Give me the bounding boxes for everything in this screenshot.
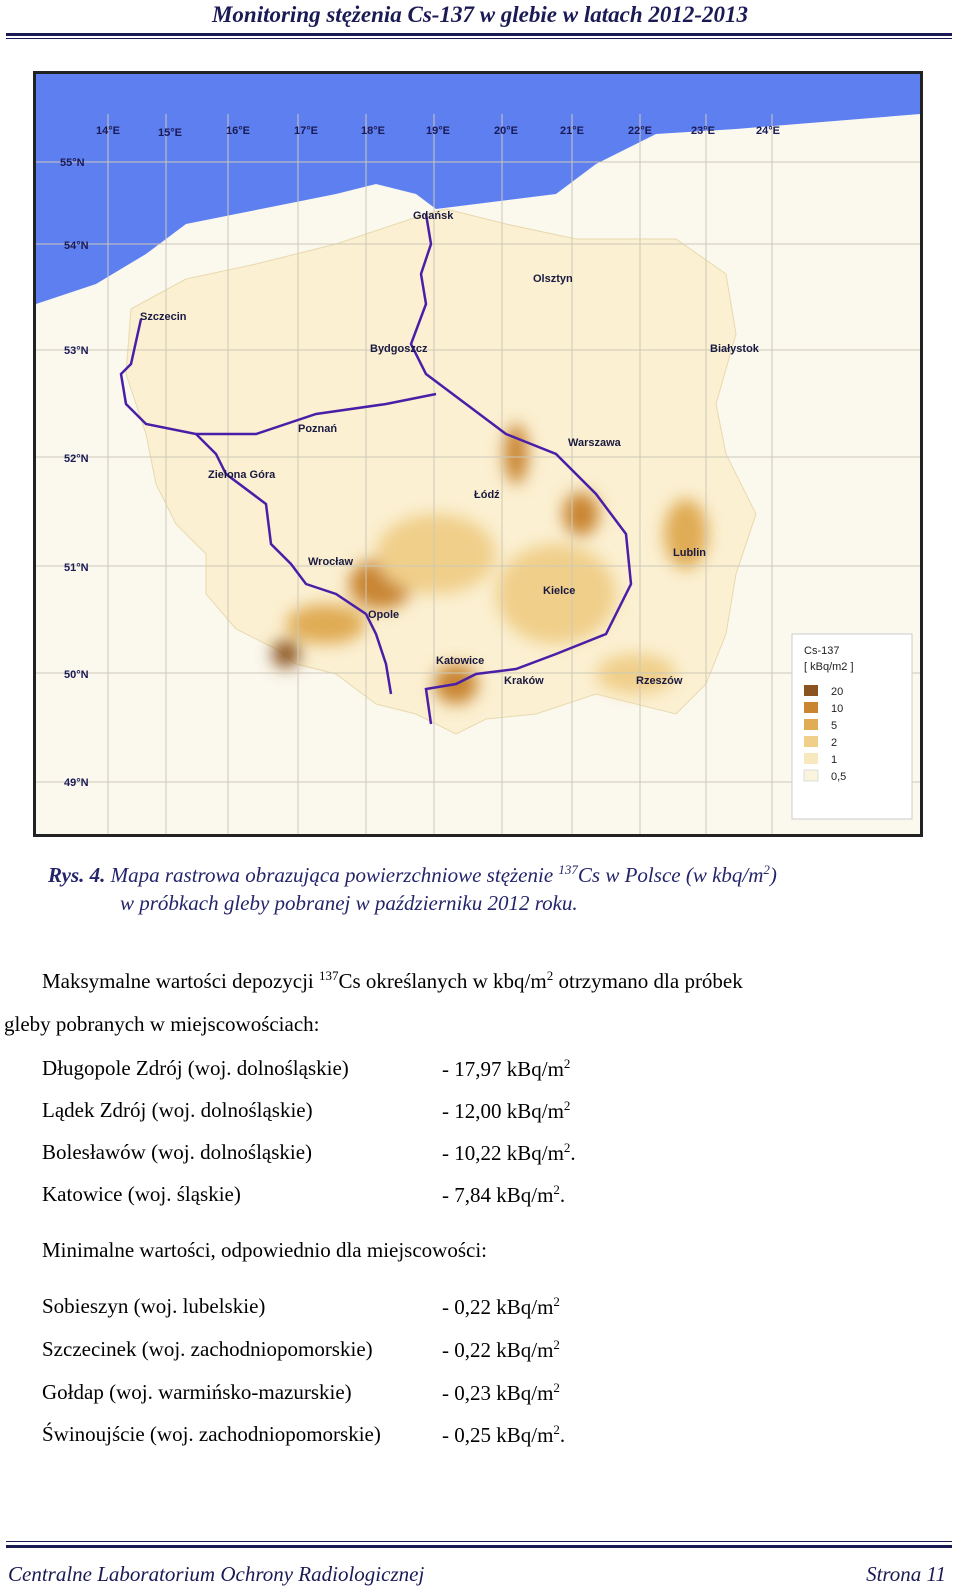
intro-line2: gleby pobranych w miejscowościach: [4,1012,320,1036]
svg-text:17°E: 17°E [294,125,318,137]
city-katowice: Katowice [436,655,485,667]
svg-text:55°N: 55°N [60,157,85,169]
svg-text:24°E: 24°E [756,125,780,137]
city-olsztyn: Olsztyn [533,273,573,285]
city-wroclaw: Wrocław [308,556,354,568]
svg-text:15°E: 15°E [158,127,182,139]
page-header-title: Monitoring stężenia Cs-137 w glebie w latach 2012-2013 [211,2,749,27]
svg-text:53°N: 53°N [64,345,89,357]
svg-text:[ kBq/m2 ]: [ kBq/m2 ] [804,661,854,673]
city-krakow: Kraków [504,675,544,687]
min-intro: Minimalne wartości, odpowiednio dla miejscowości: [42,1238,487,1262]
svg-text:49°N: 49°N [64,777,89,789]
city-bydgoszcz: Bydgoszcz [370,343,428,355]
city-szczecin: Szczecin [140,311,187,323]
city-zielona-gora: Zielona Góra [208,469,276,481]
footer-institution: Centralne Laboratorium Ochrony Radiologicznej [8,1562,425,1586]
svg-text:22°E: 22°E [628,125,652,137]
svg-text:16°E: 16°E [226,125,250,137]
city-warszawa: Warszawa [568,437,621,449]
city-lodz: Łódź [474,489,500,501]
svg-text:1: 1 [831,754,838,766]
city-kielce: Kielce [543,585,576,597]
cs137-map [33,71,923,837]
footer-rule-thin [6,1541,952,1542]
city-gdansk: Gdańsk [413,210,454,222]
svg-text:21°E: 21°E [560,125,584,137]
city-poznan: Poznań [298,423,338,435]
svg-text:10: 10 [831,703,844,715]
header-rule-thin [6,38,952,39]
map-legend [792,634,912,819]
svg-text:2: 2 [831,737,838,749]
svg-text:20°E: 20°E [494,125,518,137]
footer-page-number: Strona 11 [866,1562,946,1586]
svg-text:Cs-137: Cs-137 [804,645,840,657]
svg-text:18°E: 18°E [361,125,385,137]
svg-text:52°N: 52°N [64,453,89,465]
svg-text:50°N: 50°N [64,669,89,681]
svg-text:23°E: 23°E [691,125,715,137]
svg-text:51°N: 51°N [64,562,89,574]
city-rzeszow: Rzeszów [636,675,683,687]
svg-text:14°E: 14°E [96,125,120,137]
city-bialystok: Białystok [710,343,759,355]
header-rule [6,33,952,36]
svg-text:54°N: 54°N [64,240,89,252]
city-opole: Opole [368,609,400,621]
svg-text:20: 20 [831,686,844,698]
caption-label: Rys. 4. [48,863,106,887]
intro-line1: Maksymalne wartości depozycji $^{137}$Cs określanych w kbq/$m^2$ otrzymano dla próbek [42,968,743,993]
svg-text:0,5: 0,5 [831,771,847,783]
figure-caption: Rys. 4. Mapa rastrowa obrazująca powierzchniowe stężenie $^{137}$Cs w Polsce (w kbq/$m^2$) w próbkach gleby pobranej w październiku 2012 roku. [48,862,777,915]
city-lublin: Lublin [673,547,706,559]
svg-text:5: 5 [831,720,838,732]
svg-text:19°E: 19°E [426,125,450,137]
footer-rule [6,1545,952,1548]
map-svg [36,74,920,834]
